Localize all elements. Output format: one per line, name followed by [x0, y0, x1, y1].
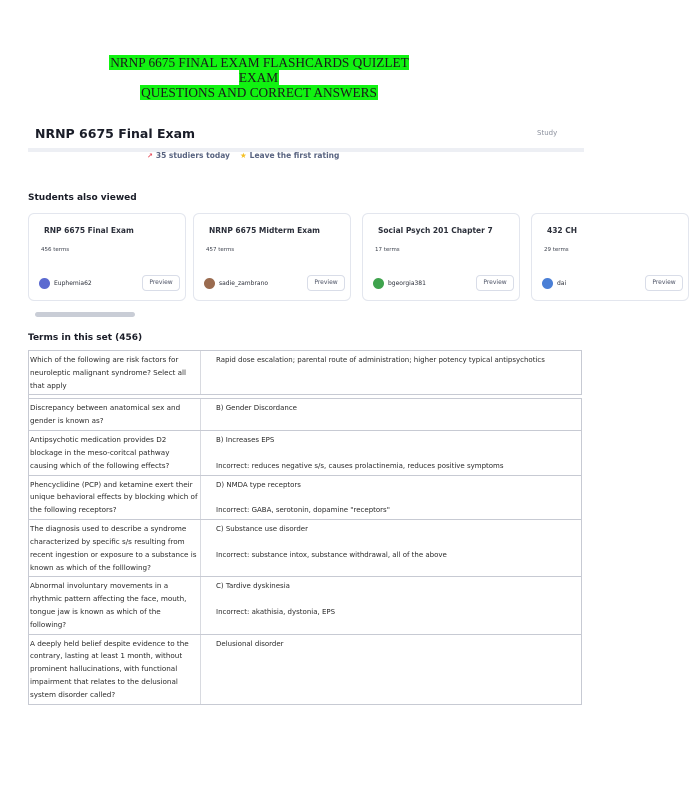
user-avatar [204, 278, 215, 289]
incorrect-options: Incorrect: GABA, serotonin, dopamine "receptors" [216, 506, 390, 515]
term-answer [201, 635, 582, 704]
user-avatar [542, 278, 553, 289]
preview-button[interactable]: Preview [307, 275, 345, 291]
term-answer [201, 399, 582, 430]
card-title: Social Psych 201 Chapter 7 [378, 226, 493, 235]
incorrect-options: Incorrect: reduces negative s/s, causes prolactinemia, reduces positive symptoms [216, 461, 504, 470]
studiers-stat [147, 151, 230, 160]
term-question: A deeply held belief despite evidence to the contrary, lasting at least 1 month, without prominent hallucinations, with functional impairment that relates to the delusional system disorder called? [29, 635, 201, 704]
answer-text: Rapid dose escalation; parental route of administration; higher potency typical antipsychotics [216, 356, 545, 364]
term-answer [201, 351, 582, 394]
term-answer [201, 431, 582, 475]
preview-button[interactable]: Preview [645, 275, 683, 291]
card-title: RNP 6675 Final Exam [44, 226, 134, 235]
term-question: Abnormal involuntary movements in a rhythmic pattern affecting the face, mouth, tongue jaw is known as which of the following? [29, 577, 201, 633]
study-set-card[interactable] [193, 213, 351, 301]
term-question: Antipsychotic medication provides D2 blockage in the meso-coritcal pathway causing which of the following effects? [29, 431, 201, 475]
card-term-count: 17 terms [375, 247, 400, 253]
also-viewed-carousel [28, 213, 676, 301]
terms-heading: Terms in this set (456) [28, 333, 143, 343]
study-set-card[interactable] [531, 213, 689, 301]
incorrect-options: Incorrect: akathisia, dystonia, EPS [216, 608, 336, 617]
user-avatar [39, 278, 50, 289]
terms-table [28, 350, 582, 705]
set-stats [147, 151, 339, 160]
answer-text: C) Substance use disorder [216, 525, 308, 534]
answer-text: C) Tardive dyskinesia [216, 582, 290, 591]
banner-line-2: QUESTIONS AND CORRECT ANSWERS [141, 85, 377, 100]
term-answer [201, 577, 582, 633]
banner-line-1: NRNP 6675 FINAL EXAM FLASHCARDS QUIZLET EXAM [110, 55, 409, 85]
table-row [29, 476, 582, 521]
preview-button[interactable]: Preview [476, 275, 514, 291]
answer-text: D) NMDA type receptors [216, 480, 301, 489]
card-username[interactable]: Euphemia62 [54, 280, 92, 287]
preview-button[interactable]: Preview [142, 275, 180, 291]
scrollbar-thumb[interactable] [35, 312, 135, 317]
carousel-scrollbar[interactable] [28, 312, 582, 317]
incorrect-options: Incorrect: substance intox, substance withdrawal, all of the above [216, 550, 447, 559]
term-answer [201, 476, 582, 520]
user-avatar [373, 278, 384, 289]
studiers-text: 35 studiers today [155, 151, 230, 160]
study-set-card[interactable] [28, 213, 186, 301]
term-question: The diagnosis used to describe a syndrome characterized by specific s/s resulting from recent ingestion or exposure to a substance is known as which of the folllowing? [29, 520, 201, 576]
study-set-card[interactable] [362, 213, 520, 301]
card-username[interactable]: dai [557, 280, 567, 287]
term-question: Discrepancy between anatomical sex and gender is known as? [29, 399, 201, 430]
term-answer [201, 520, 582, 576]
term-question: Which of the following are risk factors for neuroleptic malignant syndrome? Select all that apply [29, 351, 201, 394]
card-term-count: 456 terms [41, 247, 70, 253]
table-row [29, 520, 582, 577]
rating-text: Leave the first rating [249, 151, 340, 160]
star-icon: ★ [239, 151, 247, 160]
also-viewed-heading: Students also viewed [28, 193, 137, 203]
rating-link[interactable] [240, 151, 339, 160]
trend-up-icon: ↗ [147, 152, 153, 160]
study-link[interactable]: Study [537, 129, 558, 137]
card-term-count: 457 terms [206, 247, 235, 253]
answer-text: Delusional disorder [216, 639, 284, 648]
term-question: Phencyclidine (PCP) and ketamine exert their unique behavioral effects by blocking which of the following receptors? [29, 476, 201, 520]
answer-text: B) Increases EPS [216, 435, 275, 444]
table-row [29, 398, 582, 431]
answer-text: B) Gender Discordance [216, 404, 297, 413]
table-row [29, 635, 582, 705]
card-username[interactable]: sadie_zambrano [219, 280, 269, 287]
document-title-banner [90, 55, 428, 100]
set-title: NRNP 6675 Final Exam [35, 126, 196, 141]
table-row [29, 351, 582, 395]
card-title: 432 CH [547, 226, 578, 235]
card-term-count: 29 terms [544, 247, 569, 253]
table-row [29, 431, 582, 476]
table-row [29, 577, 582, 634]
card-username[interactable]: bgeorgia381 [388, 280, 426, 287]
card-title: NRNP 6675 Midterm Exam [209, 226, 320, 235]
